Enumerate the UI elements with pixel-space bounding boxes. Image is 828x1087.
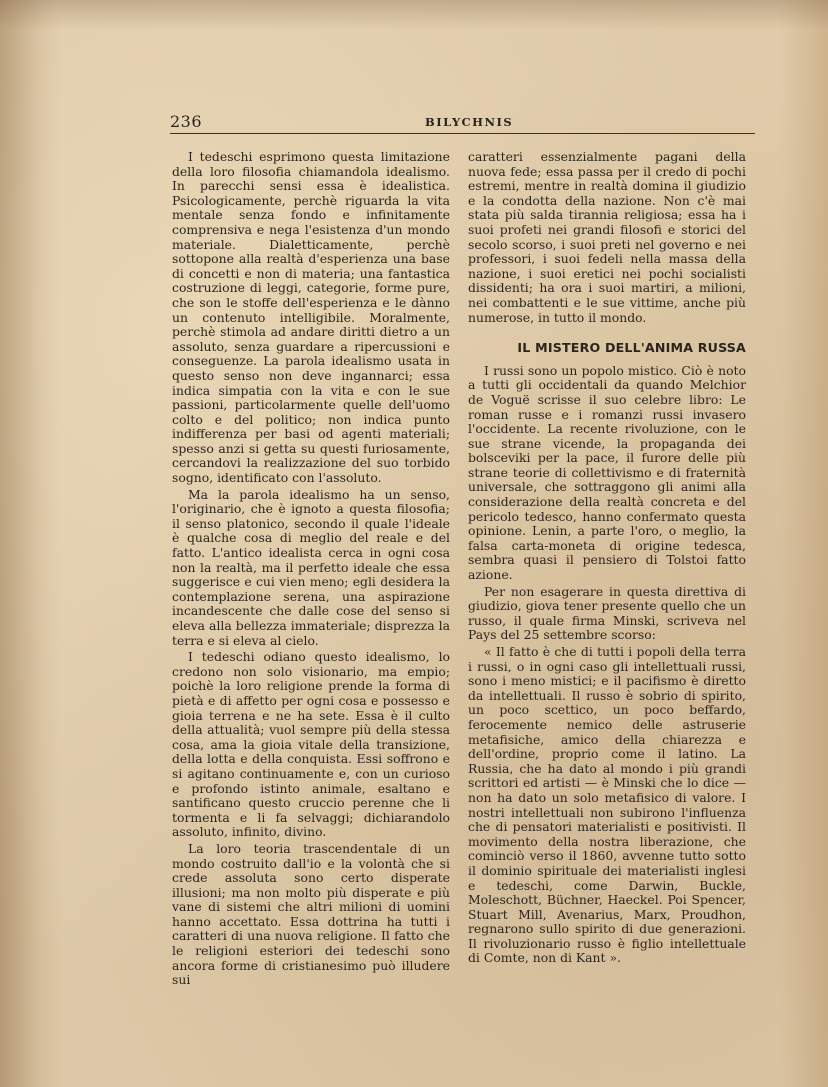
running-head: BILYCHNIS [425, 115, 514, 129]
section-title: IL MISTERO DELL'ANIMA RUSSA [517, 340, 746, 356]
paragraph: I russi sono un popolo mistico. Ciò è noto a tutti gli occidentali da quando Melchior de Voguë scrisse il suo celebre libro: Le roman russe e i romanzi russi invasero l'occidente. La recente rivoluzione, con le sue strane vicende, la propaganda dei bolsceviki per la pace, il furore delle più strane teorie di collettivismo e di fraternità universale, che sottraggono gli animi alla considerazione della realtà concreta e del pericolo tedesco, hanno confermato questa opinione. Lenin, a parte l'oro, o meglio, la falsa carta-moneta di origine tedesca, sembra quasi il pensiero di Tolstoi fatto azione. [468, 362, 746, 583]
right-column [468, 150, 746, 966]
paper-stain [0, 0, 60, 1087]
paragraph: I tedeschi odiano questo idealismo, lo credono non solo visionario, ma empio; poichè la loro religione prende la forma di pietà e di affetto per ogni cosa e possesso e gioia terrena e ne ha sete. Essa è il culto della attualità; vuol sempre più della stessa cosa, ama la gioia vitale della transizione, della lotta e della conquista. Essi soffrono e si agitano continuamente e, con un curioso e profondo istinto animale, esaltano e santificano questo cruccio perenne che li tormenta e li fa selvaggi; dichiarandolo assoluto, infinito, divino. [172, 649, 450, 840]
page-header [170, 112, 755, 134]
paragraph: Per non esagerare in questa direttiva di giudizio, giova tener presente quello che un russo, il quale firma Minski, scriveva nel Pays del 25 settembre scorso: [468, 583, 746, 643]
left-column [172, 150, 450, 988]
quote-paragraph: « Il fatto è che di tutti i popoli della terra i russi, o in ogni caso gli intellettuali russi, sono i meno mistici; e il pacifismo è diretto da intellettuali. Il russo è sobrio di spirito, un poco scettico, un poco beffardo, ferocemente nemico delle astruserie metafisiche, amico della chiarezza e dell'ordine, proprio come il latino. La Russia, che ha dato al mondo i più grandi scrittori ed artisti — è Minski che lo dice — non ha dato un solo metafisico di valore. I nostri intellettuali non subirono l'influenza che di pensatori materialisti e positivisti. Il movimento della nostra liberazione, che cominciò verso il 1860, avvenne tutto sotto il dominio spirituale dei materialisti inglesi e tedeschi, come Darwin, Buckle, Moleschott, Büchner, Haeckel. Poi Spencer, Stuart Mill, Avenarius, Marx, Proudhon, regnarono sullo spirito di due generazioni. Il rivoluzionario russo è figlio intellettuale di Comte, non di Kant ». [468, 644, 746, 966]
paragraph: La loro teoria trascendentale di un mondo costruito dall'io e la volontà che si crede assoluta sono certo disperate illusioni; ma non molto più disperate e più vane di sistemi che altri milioni di uomini hanno accettato. Essa dottrina ha tutti i caratteri di una nuova religione. Il fatto che le religioni esteriori dei tedeschi sono ancora forme di cristianesimo può illudere sui [172, 840, 450, 988]
paragraph: Ma la parola idealismo ha un senso, l'originario, che è ignoto a questa filosofia; il senso platonico, secondo il quale l'ideale è qualche cosa di meglio del reale e del fatto. L'antico idealista cerca in ogni cosa non la realtà, ma il perfetto ideale che essa suggerisce e cui vien meno; egli desidera la contemplazione serena, una aspirazione incandescente che dalle cose del senso si eleva alla bellezza immateriale; disprezza la terra e si eleva al cielo. [172, 486, 450, 648]
paragraph: caratteri essenzialmente pagani della nuova fede; essa passa per il credo di pochi estremi, mentre in realtà domina il giudizio e la condotta della nazione. Non c'è mai stata più salda tirannia religiosa; essa ha i suoi profeti nei grandi filosofi e storici del secolo scorso, i suoi preti nel governo e nei professori, i suoi fedeli nella massa della nazione, i suoi eretici nei pochi socialisti dissidenti; ha ora i suoi martiri, a milioni, nei combattenti e le sue vittime, anche più numerose, in tutto il mondo. [468, 149, 746, 325]
paragraph: I tedeschi esprimono questa limitazione della loro filosofia chiamandola idealismo. In parecchi sensi essa è idealistica. Psicologicamente, perchè riguarda la vita mentale senza fondo e infinitamente comprensiva e nega l'esistenza d'un mondo materiale. Dialetticamente, perchè sottopone alla realtà d'esperienza una base di concetti e non di materia; una fantastica costruzione di leggi, categorie, forme pure, che son le stoffe dell'esperienza e le dànno un contenuto intelligibile. Moralmente, perchè stimola ad andare diritti dietro a un assoluto, senza guardare a ripercussioni e conseguenze. La parola idealismo usata in questo senso non deve ingannarci; essa indica simpatia con la vita e con le sue passioni, particolarmente quelle dell'uomo colto e del politico; non indica punto indifferenza per basi od agenti materiali; spesso anzi si getta su questi furiosamente, cercandovi la realizzazione del suo torbido sogno, identificato con l'assoluto. [172, 149, 450, 486]
header-rule [170, 133, 755, 134]
page-number: 236 [170, 112, 203, 131]
paper-stain [0, 0, 828, 30]
